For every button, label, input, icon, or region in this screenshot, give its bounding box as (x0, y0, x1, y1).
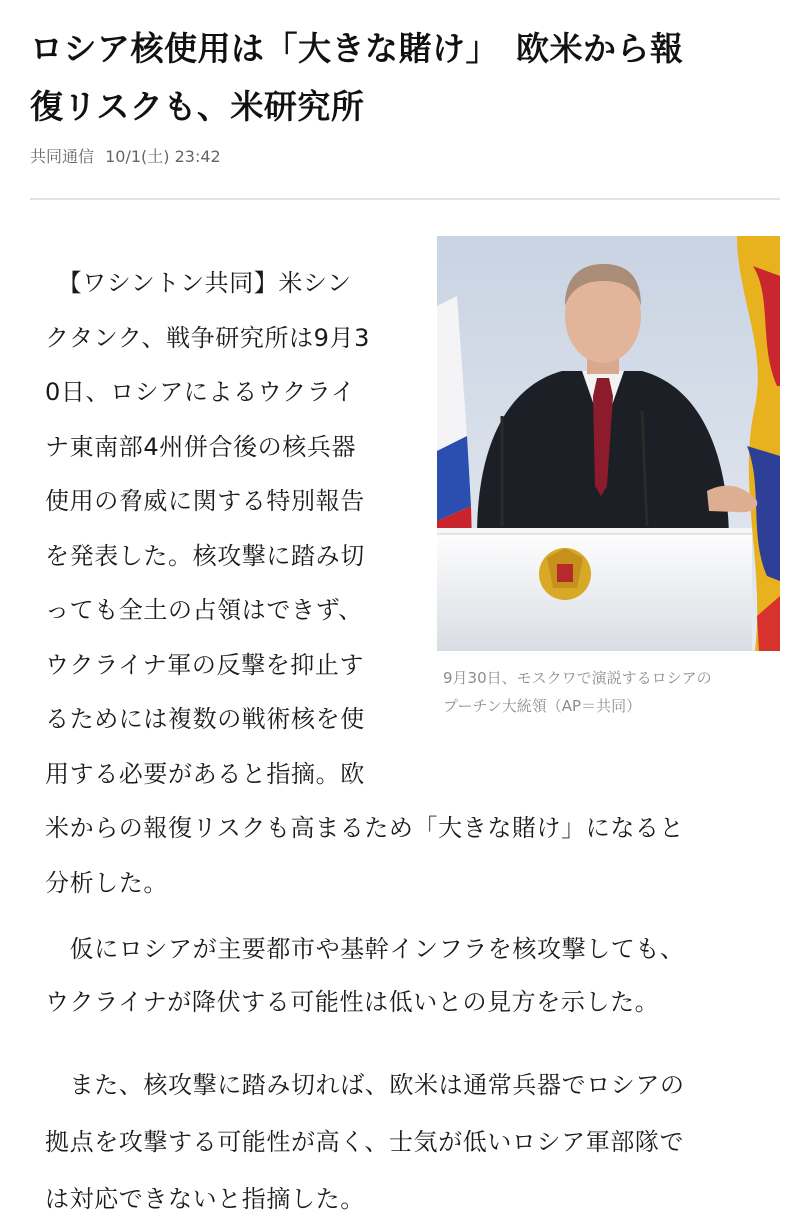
caption-line: 9月30日、モスクワで演説するロシアの (443, 669, 712, 687)
paragraph-line: るためには複数の戦術核を使 (45, 705, 365, 733)
article-paragraph (45, 256, 785, 910)
headline-line: ロシア核使用は「大きな賭け」 欧米から報 (30, 29, 684, 68)
paragraph-line: ウクライナが降伏する可能性は低いとの見方を示した。 (45, 988, 660, 1016)
paragraph-line: は対応できないと指摘した。 (45, 1185, 365, 1213)
paragraph-line: を発表した。核攻撃に踏み切 (45, 541, 365, 570)
headline-line: 復リスクも、米研究所 (30, 87, 365, 126)
paragraph-line: 分析した。 (45, 868, 168, 897)
paragraph-line: ウクライナ軍の反撃を抑止す (45, 650, 365, 679)
publish-timestamp: 10/1(土) 23:42 (105, 147, 221, 166)
paragraph-line: 【ワシントン共同】米シン (45, 269, 352, 297)
caption-line: プーチン大統領（AP＝共同） (443, 697, 642, 715)
article-paragraph (45, 1057, 785, 1228)
paragraph-line: 拠点を攻撃する可能性が高く、士気が低いロシア軍部隊で (45, 1128, 685, 1156)
paragraph-line: また、核攻撃に踏み切れば、欧米は通常兵器でロシアの (45, 1071, 685, 1099)
paragraph-line: っても全土の占領はできず、 (45, 596, 363, 624)
article-paragraph (45, 923, 785, 1029)
paragraph-line: ナ東南部4州併合後の核兵器 (45, 432, 357, 461)
paragraph-line: クタンク、戦争研究所は9月3 (45, 323, 371, 352)
article-headline (30, 20, 780, 136)
article-byline (30, 145, 221, 169)
paragraph-line: 仮にロシアが主要都市や基幹インフラを核攻撃しても、 (45, 935, 685, 963)
paragraph-line: 米からの報復リスクも高まるため「大きな賭け」になると (45, 814, 685, 842)
source-name[interactable]: 共同通信 (30, 147, 95, 166)
paragraph-line: 使用の脅威に関する特別報告 (45, 487, 365, 515)
paragraph-line: 用する必要があると指摘。欧 (45, 759, 365, 788)
header-divider (30, 198, 780, 200)
paragraph-line: 0日、ロシアによるウクライ (45, 378, 356, 406)
